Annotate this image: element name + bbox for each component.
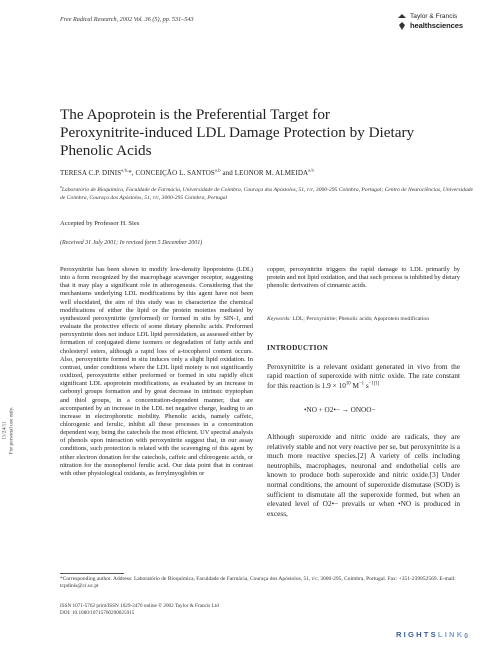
rightslink-tail: LINK [437, 630, 465, 639]
publisher-name: Taylor & Francis [410, 13, 458, 20]
author-affil-mark: a,b, [121, 167, 129, 173]
keywords-list: LDL; Peroxynitrite; Phenolic acids; Apoprotein modification [291, 316, 429, 322]
title-line: Peroxynitrite-induced LDL Damage Protection by Dietary [60, 124, 415, 141]
rightslink-mark: () [464, 633, 468, 639]
author-star: * [128, 169, 132, 177]
section-heading: INTRODUCTION [267, 344, 329, 352]
abstract-text: Peroxynitrite has been shown to modify low-density lipoproteins (LDL) into a form recognized by the macrophage scavenger receptor, suggesting that it may play a significant role in atherogenesis. Considering that the mechanisms underlying LDL modifications by this agent have not been well elucidated, the aim of this study was to characterize the chemical modifications of either the lipid or the protein moieties mediated by synthesized peroxynitrite (preformed) or formed in situ by SIN-1, and evaluate the protective effects of some dietary phenolic acids. Preformed peroxynitrite does not induce LDL lipid peroxidation, as assessed either by formation of conjugated diene isomers or degradation of fatty acids and cholesteryl esters, although a rapid loss of a-tocopherol content occurs. Also, peroxynitrite formed in situ induces only a slight lipid oxidation. In contrast, under conditions where the LDL lipid moiety is not significantly oxidized, peroxynitrite either preformed or formed in situ rapidly elicit significant LDL apoprotein modifications, as evaluated by an increase in carbonyl groups formation and by great decrease in intrinsic tryptophan and thiol groups, in a concentration-dependent manner, that are accompanied by an increase in the LDL net negative charge, leading to an increase in electrophoretic mobility. Phenolic acids, namely caffeic, chlorogenic and ferulic, inhibit all these processes in a concentration dependent way, being the catechols the most efficient. UV spectral analysis of phenols upon interaction with peroxynitrite suggest that, in our assay conditions, such protection is related with the scavenging of this agent by either electron donation for the catechols, caffeic and chlorogenic acids, or nitration for the monophenol ferulic acid. Our data point that in contrast with other physiological oxidants, as ferrylmyoglobin or [60, 266, 253, 477]
author-name: TERESA C.P. DINIS [60, 169, 122, 177]
issn-line: ISSN 1071-5762 print/ISSN 1029-2470 online © 2002 Taylor & Francis Ltd [60, 603, 219, 609]
exponent: −1 [358, 381, 364, 387]
exponent: 10 [345, 381, 351, 387]
author-affil-mark: a,b [308, 167, 314, 173]
publisher-mark-icon [396, 13, 408, 31]
footnote-rule [60, 573, 124, 574]
intro-text: Peroxynitrite is a relevant oxidant generated in vivo from the rapid reaction of superoxide with nitric oxide. The rate constant for this reaction is 1.9 × 10 [267, 362, 460, 390]
abstract-text: copper, peroxynitrite triggers the rapid damage to LDL primarily by protein and not lipid oxidation, and that such process is inhibited by dietary phenolic derivatives of cinnamic acids. [267, 266, 460, 290]
intro-paragraph [267, 362, 460, 390]
issn-block [60, 603, 380, 617]
author-affil-mark: a,b [214, 167, 221, 173]
received-dates: (Received 31 July 2001; In revised form 5 December 2001) [60, 240, 203, 246]
author-name: , CONCEIÇÃO L. SANTOS [131, 169, 215, 177]
abstract-right-column [267, 266, 460, 290]
exponent: −1[1] [368, 381, 380, 387]
reaction-equation: •NO + O2•− → ONOO− [304, 406, 376, 414]
abstract-left-column [60, 266, 253, 478]
publisher-imprint: healthsciences [410, 21, 464, 30]
corresponding-footnote: *Corresponding author. Address: Laboratório de Bioquímica, Faculdade de Farmácia, Couraça dos Apóstolos, 51, r/c, 3000-295, Coimbra, Portugal. Fax: +351-239852569. E-mail: tcpdinis@ci.uc.pt [60, 576, 456, 590]
author-list [60, 169, 460, 177]
rightslink-main: RIGHTS [396, 630, 438, 639]
author-name: and LEONOR M. ALMEIDA [220, 169, 309, 177]
publisher-logo [396, 13, 488, 33]
affil-mark: a [60, 185, 62, 190]
affiliations [60, 186, 474, 202]
download-watermark [0, 326, 16, 536]
keywords-label: Keywords: [267, 316, 292, 322]
unit: M [350, 380, 359, 390]
intro-paragraph: Although superoxide and nitric oxide are radicals, they are relatively stable and not very reactive per se, but peroxynitrite is a much more reactive species.[2] A variety of cells including neutrophils, macrophages, neuronal and endothelial cells are known to produce both superoxide and nitric oxide.[3] Under normal conditions, the amount of superoxide dismutase (SOD) is sufficient to dismutate all the superoxide formed, but when an elevated level of O2•− prevails or when •NO is produced in excess, [267, 432, 460, 518]
title-line: The Apoprotein is the Preferential Target for [60, 106, 330, 123]
doi-line: DOI: 10.1080/10715760290025915 [60, 610, 135, 617]
accepted-by: Accepted by Professor H. Sies [60, 220, 140, 227]
article-title [60, 106, 450, 160]
download-text: 11/24/11 [1, 421, 8, 440]
title-line: Phenolic Acids [60, 142, 152, 159]
rightslink-logo[interactable] [396, 630, 468, 639]
personal-use-text: For personal use only. [8, 406, 15, 455]
affiliation-text: Laboratório de Bioquímica, Faculdade de Farmácia, Universidade de Coimbra, Couraça dos Apóstolos, 51, r/c, 3000-295 Coimbra, Portugal; Centro de Neurociências, Universidade de Coimbra, Couraça dos Apóstolos, 51, r/c, 3000-295 Coimbra, Portugal [60, 187, 474, 201]
unit: s [364, 380, 369, 390]
keywords [267, 316, 460, 324]
journal-citation: Free Radical Research, 2002 Vol. 36 (5), pp. 531–543 [60, 16, 194, 23]
